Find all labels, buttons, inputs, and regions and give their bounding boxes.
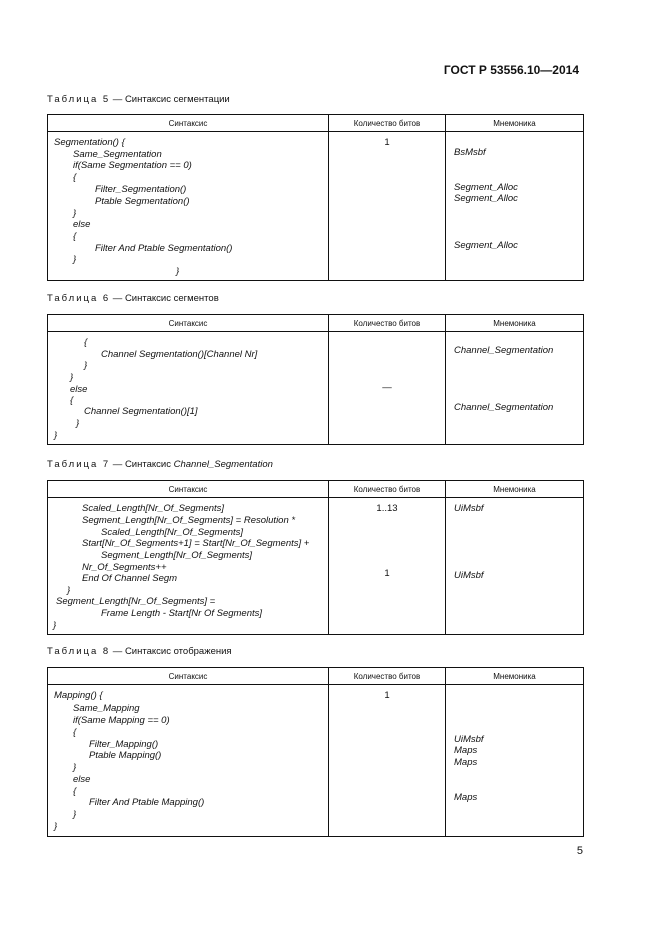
code-line: else xyxy=(73,219,91,230)
code-line: else xyxy=(73,774,91,785)
table-6 xyxy=(47,314,584,445)
code-line: Scaled_Length[Nr_Of_Segments] xyxy=(82,503,225,514)
table-6-caption xyxy=(47,293,219,304)
code-line: { xyxy=(73,786,77,797)
standard-number: ГОСТ Р 53556.10—2014 xyxy=(443,63,579,77)
code-line: } xyxy=(67,585,71,596)
column-header-bits: Количество битов xyxy=(329,315,446,332)
mnemonic-value: Maps xyxy=(454,792,478,803)
table-8-title: — Синтаксис отображения xyxy=(110,646,232,657)
code-line: } xyxy=(84,360,88,371)
code-line: Segment_Length[Nr_Of_Segments] xyxy=(101,550,253,561)
code-line: Ptable Mapping() xyxy=(89,750,162,761)
bits-value: 1 xyxy=(384,137,390,148)
column-header-syntax: Синтаксис xyxy=(48,668,329,685)
code-line: } xyxy=(54,430,58,441)
column-header-bits: Количество битов xyxy=(329,115,446,132)
table-5-title: — Синтаксис сегментации xyxy=(110,94,230,105)
code-line: Segmentation() { xyxy=(54,137,125,148)
bits-value: 1 xyxy=(384,690,390,701)
column-header-syntax: Синтаксис xyxy=(48,115,329,132)
mnemonic-value: BsMsbf xyxy=(454,147,486,158)
code-line: Nr_Of_Segments++ xyxy=(82,562,167,573)
code-line: } xyxy=(73,809,77,820)
code-line: } xyxy=(76,418,80,429)
code-line: Same_Segmentation xyxy=(73,149,162,160)
mnemonic-value: Segment_Alloc xyxy=(454,240,518,251)
table-7-title: — Синтаксис xyxy=(110,459,174,470)
column-header-syntax: Синтаксис xyxy=(48,315,329,332)
code-line: Scaled_Length[Nr_Of_Segments] xyxy=(101,527,244,538)
code-line: Segment_Length[Nr_Of_Segments] = Resolution * xyxy=(82,515,296,526)
column-header-bits: Количество битов xyxy=(329,668,446,685)
table-header-row xyxy=(48,481,584,498)
mnemonic-value: UiMsbf xyxy=(454,570,484,581)
code-line: } xyxy=(70,372,74,383)
code-line: End Of Channel Segm xyxy=(82,573,178,584)
code-line: { xyxy=(84,337,88,348)
code-line: Channel Segmentation()[1] xyxy=(84,406,198,417)
code-line: { xyxy=(73,727,77,738)
code-line: } xyxy=(73,254,77,265)
column-header-syntax: Синтаксис xyxy=(48,481,329,498)
code-line: else xyxy=(70,384,88,395)
code-line: Same_Mapping xyxy=(73,703,140,714)
mnemonic-value: Segment_Alloc xyxy=(454,193,518,204)
code-line: Segment_Length[Nr_Of_Segments] = xyxy=(56,596,216,607)
column-header-mnemonic: Мнемоника xyxy=(446,668,584,685)
table-7-title-italic: Channel_Segmentation xyxy=(173,459,273,470)
table-7 xyxy=(47,480,584,635)
table-7-number: Таблица 7 xyxy=(47,459,111,470)
code-line: Channel Segmentation()[Channel Nr] xyxy=(101,349,258,360)
bits-value: 1 xyxy=(384,568,390,579)
mnemonic-value: Maps xyxy=(454,757,478,768)
code-line: if(Same Segmentation == 0) xyxy=(73,160,192,171)
table-header-row xyxy=(48,668,584,685)
bits-value: 1..13 xyxy=(376,503,398,514)
table-5-number: Таблица 5 xyxy=(47,94,111,105)
code-line: if(Same Mapping == 0) xyxy=(73,715,170,726)
code-line: } xyxy=(53,620,57,631)
mnemonic-value: UiMsbf xyxy=(454,734,484,745)
table-row xyxy=(48,685,584,837)
code-line: Frame Length - Start[Nr Of Segments] xyxy=(101,608,263,619)
table-5 xyxy=(47,114,584,281)
column-header-mnemonic: Мнемоника xyxy=(446,481,584,498)
code-line: } xyxy=(73,762,77,773)
mnemonic-value: Segment_Alloc xyxy=(454,182,518,193)
table-8-number: Таблица 8 xyxy=(47,646,111,657)
column-header-mnemonic: Мнемоника xyxy=(446,315,584,332)
code-line: } xyxy=(54,821,58,832)
code-line: Filter And Ptable Mapping() xyxy=(89,797,205,808)
mnemonic-value: Channel_Segmentation xyxy=(454,402,554,413)
table-8 xyxy=(47,667,584,837)
code-line: } xyxy=(73,208,77,219)
table-row xyxy=(48,132,584,281)
code-line: { xyxy=(73,172,77,183)
code-line: Filter_Mapping() xyxy=(89,739,159,750)
table-6-title: — Синтаксис сегментов xyxy=(110,293,219,304)
code-line: Ptable Segmentation() xyxy=(95,196,190,207)
column-header-bits: Количество битов xyxy=(329,481,446,498)
code-line: { xyxy=(73,231,77,242)
table-7-caption xyxy=(47,459,273,470)
code-line: Filter_Segmentation() xyxy=(95,184,187,195)
code-line: { xyxy=(70,395,74,406)
code-line: Filter And Ptable Segmentation() xyxy=(95,243,233,254)
table-header-row xyxy=(48,315,584,332)
bits-value: — xyxy=(382,382,392,393)
mnemonic-value: Channel_Segmentation xyxy=(454,345,554,356)
code-line: } xyxy=(176,266,180,277)
table-5-caption xyxy=(47,94,230,105)
table-6-number: Таблица 6 xyxy=(47,293,111,304)
table-row xyxy=(48,498,584,635)
column-header-mnemonic: Мнемоника xyxy=(446,115,584,132)
mnemonic-value: Maps xyxy=(454,745,478,756)
table-row xyxy=(48,332,584,445)
page-number: 5 xyxy=(576,845,583,857)
code-line: Start[Nr_Of_Segments+1] = Start[Nr_Of_Segments] + xyxy=(82,538,310,549)
code-line: Mapping() { xyxy=(54,690,103,701)
mnemonic-value: UiMsbf xyxy=(454,503,484,514)
table-header-row xyxy=(48,115,584,132)
table-8-caption xyxy=(47,646,232,657)
